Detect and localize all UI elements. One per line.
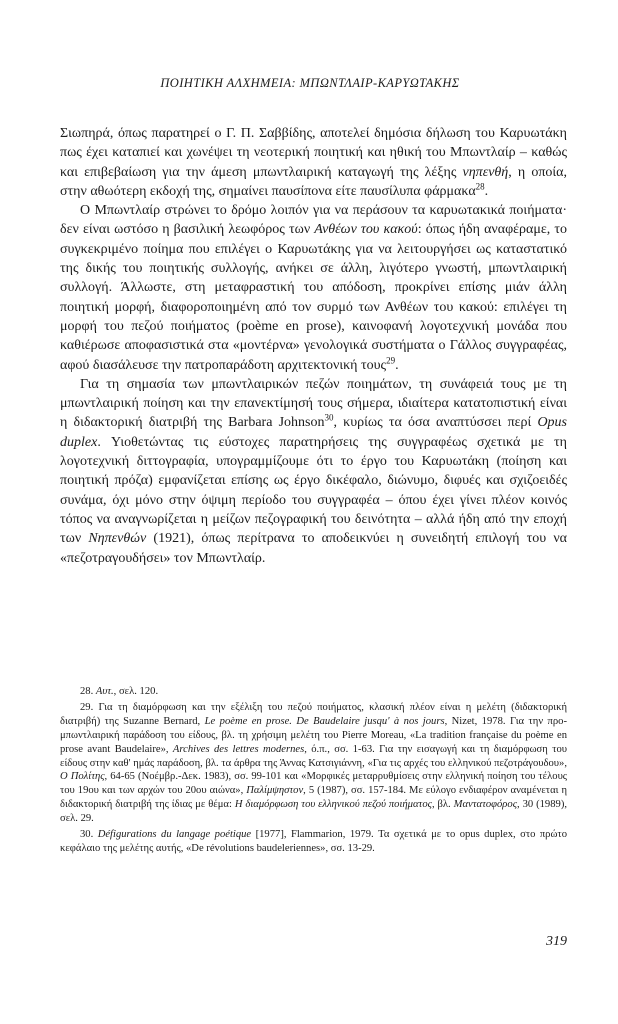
italic-title: Archives des lettres modernes [172, 743, 305, 755]
text-span: 28. [80, 686, 96, 697]
text-span: . Υιοθετώντας τις εύστοχες παρατηρήσεις της συγγραφέως σχετικά με τη λογοτεχνική διττογραφία, υπογραμμίζουμε ότι το έργο του Καρυωτάκη (ποίηση και ποιητική πρόζα) εμφανίζεται επίσης ως έργο δικέφαλο, διώνυμο, διφυές και σχιζοειδές συνάμα, όχι μόνο στην όψιμη περίοδο του συγγραφέα – όπου έχει γίνει πλέον κοινός τόπος να αναγνωρίζεται η μείζων πεζογραφική του δεινότητα – αλλά ήδη από την εποχή των [60, 434, 567, 547]
footnote-28 [60, 685, 567, 699]
italic-abbrev: Αυτ. [95, 686, 114, 697]
italic-title: Défigurations du langage poétique [97, 829, 252, 841]
text-span: : όπως ήδη αναφέραμε, το συγκεκριμένο ποίημα που επιλέγει ο Καρυωτάκης για να λειτουργήσει ως καταστατικό της δικής του ποιητικής συλλογής, ανήκει σε άλλη, λιγότερο γνωστή, μπωντλαιρική συλλογή. Άλλωστε, στη μεταφραστική του απόδοση, προκρίνει επίσης μιάν άλλη ποιητική μορφή, διαφοροποιημένη από τον συρμό των Ανθέων του κακού: επιλέγει τη μορφή του πεζού ποιήματος (poème en prose), καινοφανή λογοτεχνική μονάδα που καθιέρωσε αποφασιστικά στα «μοντέρνα» γενολογικά συστήματα ο Γάλλος συγγραφέας, αφού διασάλευσε την πατροπαράδοτη αρχιτεκτονική τους [60, 222, 568, 373]
paragraph-3 [60, 375, 567, 568]
text-span: 30. [80, 829, 98, 841]
text-span: . [395, 357, 399, 373]
text-span: , ό.π., σσ. 1-63. Για την εισαγωγή και τη διαμόρφωση του είδους στην καθ' ημάς παράδοση, βλ. τα άρθρα της Άννας Κατσιγιάννη, «Για τις αρχές του ελληνικού πεζοτράγουδου», [60, 743, 567, 769]
main-text [60, 124, 567, 568]
footnote-ref-28[interactable]: 28 [475, 181, 485, 192]
italic-title: Le poème en prose. De Baudelaire jusqu' à nos jours [204, 715, 445, 727]
text-span: . [484, 183, 489, 199]
footnote-29 [60, 701, 567, 826]
footnotes [60, 685, 567, 856]
text-span: (1921), όπως περίτρανα το αποδεικνύει η συνειδητή επιλογή του να «πεζοτραγουδήσει» τον Μπωντλαίρ. [60, 531, 567, 566]
italic-title: Παλίμψηστον [246, 785, 304, 797]
text-span: Για τη σημασία των μπωντλαιρικών πεζών ποιημάτων, τη συνάφειά τους με τη μπωντλαιρική ποίηση και την επανεκτίμησή τους σήμερα, ιδιαίτερα κατατοπιστική είναι η διδακτορική διατριβή της Barbara Johnson [60, 376, 567, 431]
running-header: ΠΟΙΗΤΙΚΗ ΑΛΧΗΜΕΙΑ: ΜΠΩΝΤΛΑΙΡ-ΚΑΡΥΩΤΑΚΗΣ [160, 76, 460, 90]
italic-title: Ο Πολίτης [60, 771, 105, 783]
italic-title: Ανθέων του κακού [314, 222, 418, 238]
text-span: , 64-65 (Νοέμβρ.-Δεκ. 1983), σσ. 99-101 και «Μορφικές μεταρρυθμίσεις στην ελληνική ποίηση του τέλους του 19ου και των αρχών του 20ου αιώνα», [60, 771, 568, 797]
text-span: Ο Μπωντλαίρ στρώνει το δρόμο λοιπόν για να περάσουν τα καρυωτακικά ποιήματα· δεν είναι ωστόσο η βασιλική λεωφόρος των [60, 203, 567, 238]
text-span: , 30 (1989), σελ. 29. [60, 799, 567, 825]
text-span: , κυρίως τα όσα αναπτύσσει περί [333, 415, 538, 431]
footnote-ref-29[interactable]: 29 [386, 354, 396, 365]
page-number: 319 [546, 934, 567, 949]
paragraph-2 [60, 201, 567, 375]
italic-title: Μαντατοφόρος [453, 799, 517, 811]
italic-title: Νηπενθών [88, 531, 147, 547]
italic-title: Η διαμόρφωση του ελληνικού πεζού ποιήματος [234, 799, 432, 811]
paragraph-1 [60, 124, 567, 201]
text-span: 29. Για τη διαμόρφωση και την εξέλιξη του πεζού ποιήματος, κλασική πλέον είναι η μελέτη (διδακτορική διατριβή) της Suzanne Bernard, [60, 701, 567, 727]
text-span: , βλ. [431, 799, 454, 811]
footnote-ref-30[interactable]: 30 [324, 412, 334, 423]
text-span: Σιωπηρά, όπως παρατηρεί ο Γ. Π. Σαββίδης, αποτελεί δημόσια δήλωση του Καρυωτάκη πως έχει καταπιεί και χωνέψει τη νεοτερική ποιητική και ηθική του Μπωντλαίρ – καθώς και επιβεβαίωση για την άμεση μπωντλαιρική καταγωγή της λέξης [60, 126, 567, 180]
text-span: [1977], Flammarion, 1979. Τα σχετικά με το opus duplex, στο πρώτο κεφάλαιο της μελέτης αυτής, «De révolutions baudeleriennes», σσ. 13-29. [60, 829, 567, 854]
footnote-30 [60, 828, 567, 856]
text-span: , 5 (1987), σσ. 157-184. Με εύλογο ενδιαφέρον αναμένεται η διδακτορική διατριβή της ίδιας με θέμα: [60, 785, 568, 811]
text-span: , η οποία, στην αθωότερη εκδοχή της, σημαίνει παυσίπονα είτε παυσίλυπα φάρμακα [60, 164, 567, 199]
italic-term: νηπενθή [462, 164, 509, 180]
text-span: , Nizet, 1978. Για την προ-μπωντλαιρική παράδοση του είδους, βλ. τη χρήσιμη μελέτη του Pierre Moreau, «La tradition française du poème en prose avant Baudelaire», [60, 715, 567, 755]
text-span: , σελ. 120. [113, 686, 159, 697]
italic-term: Opus duplex [60, 415, 567, 450]
